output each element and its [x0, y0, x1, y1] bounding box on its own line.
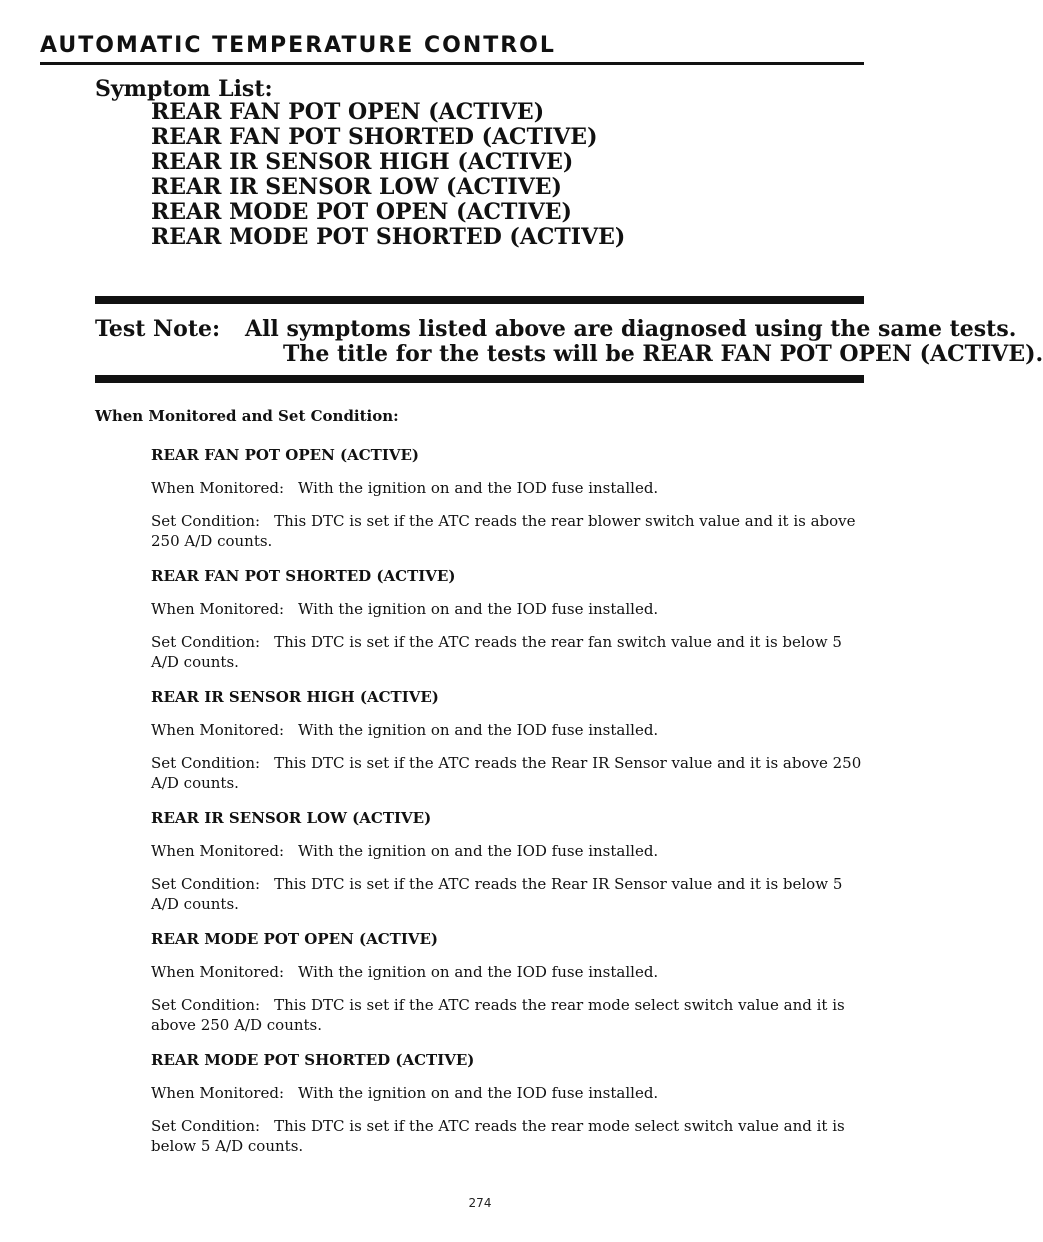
set-text: This DTC is set if the ATC reads the rear fan switch value and it is below 5 A/D counts.: [151, 633, 842, 671]
symptom-item: REAR IR SENSOR LOW (ACTIVE): [151, 174, 562, 200]
conditions-entries: [151, 445, 864, 1171]
entry-set-condition: [151, 874, 864, 914]
symptom-list-heading: Symptom List:: [95, 76, 273, 102]
monitored-label: When Monitored:: [151, 479, 284, 497]
monitored-label: When Monitored:: [151, 963, 284, 981]
entry-monitored: [151, 1083, 864, 1103]
symptom-item: REAR FAN POT SHORTED (ACTIVE): [151, 124, 598, 150]
set-label: Set Condition:: [151, 875, 261, 893]
set-label: Set Condition:: [151, 1117, 261, 1135]
entry-set-condition: [151, 632, 864, 672]
set-text: This DTC is set if the ATC reads the Rear IR Sensor value and it is below 5 A/D counts.: [151, 875, 843, 913]
set-text: This DTC is set if the ATC reads the rear mode select switch value and it is above 250 A/D counts.: [151, 996, 845, 1034]
entry-set-condition: [151, 511, 864, 551]
entry-monitored: [151, 478, 864, 498]
test-note-label: Test Note:: [95, 316, 221, 342]
page-number: 274: [468, 1196, 492, 1210]
monitored-text: With the ignition on and the IOD fuse installed.: [298, 600, 659, 618]
entry-monitored: [151, 841, 864, 861]
monitored-text: With the ignition on and the IOD fuse installed.: [298, 1084, 659, 1102]
divider-bottom: [95, 375, 864, 383]
monitored-label: When Monitored:: [151, 600, 284, 618]
condition-entry: [151, 687, 864, 793]
set-label: Set Condition:: [151, 996, 261, 1014]
entry-title: REAR FAN POT SHORTED (ACTIVE): [151, 567, 456, 585]
symptom-item: REAR MODE POT OPEN (ACTIVE): [151, 199, 572, 225]
entry-monitored: [151, 720, 864, 740]
entry-set-condition: [151, 753, 864, 793]
set-label: Set Condition:: [151, 754, 261, 772]
set-text: This DTC is set if the ATC reads the rear blower switch value and it is above 250 A/D counts.: [151, 512, 856, 550]
monitored-text: With the ignition on and the IOD fuse installed.: [298, 479, 659, 497]
condition-entry: [151, 929, 864, 1035]
entry-title: REAR FAN POT OPEN (ACTIVE): [151, 446, 420, 464]
entry-title: REAR MODE POT SHORTED (ACTIVE): [151, 1051, 475, 1069]
header-rule: [40, 62, 864, 65]
page-header-title: AUTOMATIC TEMPERATURE CONTROL: [40, 33, 556, 58]
entry-set-condition: [151, 995, 864, 1035]
condition-entry: [151, 1050, 864, 1156]
symptom-item: REAR MODE POT SHORTED (ACTIVE): [151, 224, 626, 250]
monitored-label: When Monitored:: [151, 1084, 284, 1102]
condition-entry: [151, 445, 864, 551]
entry-title: REAR MODE POT OPEN (ACTIVE): [151, 930, 439, 948]
conditions-heading: When Monitored and Set Condition:: [95, 407, 399, 425]
condition-entry: [151, 566, 864, 672]
condition-entry: [151, 808, 864, 914]
entry-monitored: [151, 962, 864, 982]
entry-title: REAR IR SENSOR HIGH (ACTIVE): [151, 688, 439, 706]
test-note-line-1: All symptoms listed above are diagnosed using the same tests.: [245, 316, 1017, 342]
set-label: Set Condition:: [151, 512, 261, 530]
set-text: This DTC is set if the ATC reads the Rear IR Sensor value and it is above 250 A/D counts.: [151, 754, 862, 792]
monitored-text: With the ignition on and the IOD fuse installed.: [298, 721, 659, 739]
monitored-label: When Monitored:: [151, 842, 284, 860]
symptom-item: REAR FAN POT OPEN (ACTIVE): [151, 99, 545, 125]
entry-set-condition: [151, 1116, 864, 1156]
entry-title: REAR IR SENSOR LOW (ACTIVE): [151, 809, 432, 827]
symptom-item: REAR IR SENSOR HIGH (ACTIVE): [151, 149, 574, 175]
monitored-label: When Monitored:: [151, 721, 284, 739]
set-label: Set Condition:: [151, 633, 261, 651]
monitored-text: With the ignition on and the IOD fuse installed.: [298, 842, 659, 860]
test-note-line-2: The title for the tests will be REAR FAN POT OPEN (ACTIVE).: [283, 341, 1043, 367]
symptom-list: [151, 100, 625, 250]
set-text: This DTC is set if the ATC reads the rear mode select switch value and it is below 5 A/D counts.: [151, 1117, 845, 1155]
divider-top: [95, 296, 864, 304]
monitored-text: With the ignition on and the IOD fuse installed.: [298, 963, 659, 981]
entry-monitored: [151, 599, 864, 619]
